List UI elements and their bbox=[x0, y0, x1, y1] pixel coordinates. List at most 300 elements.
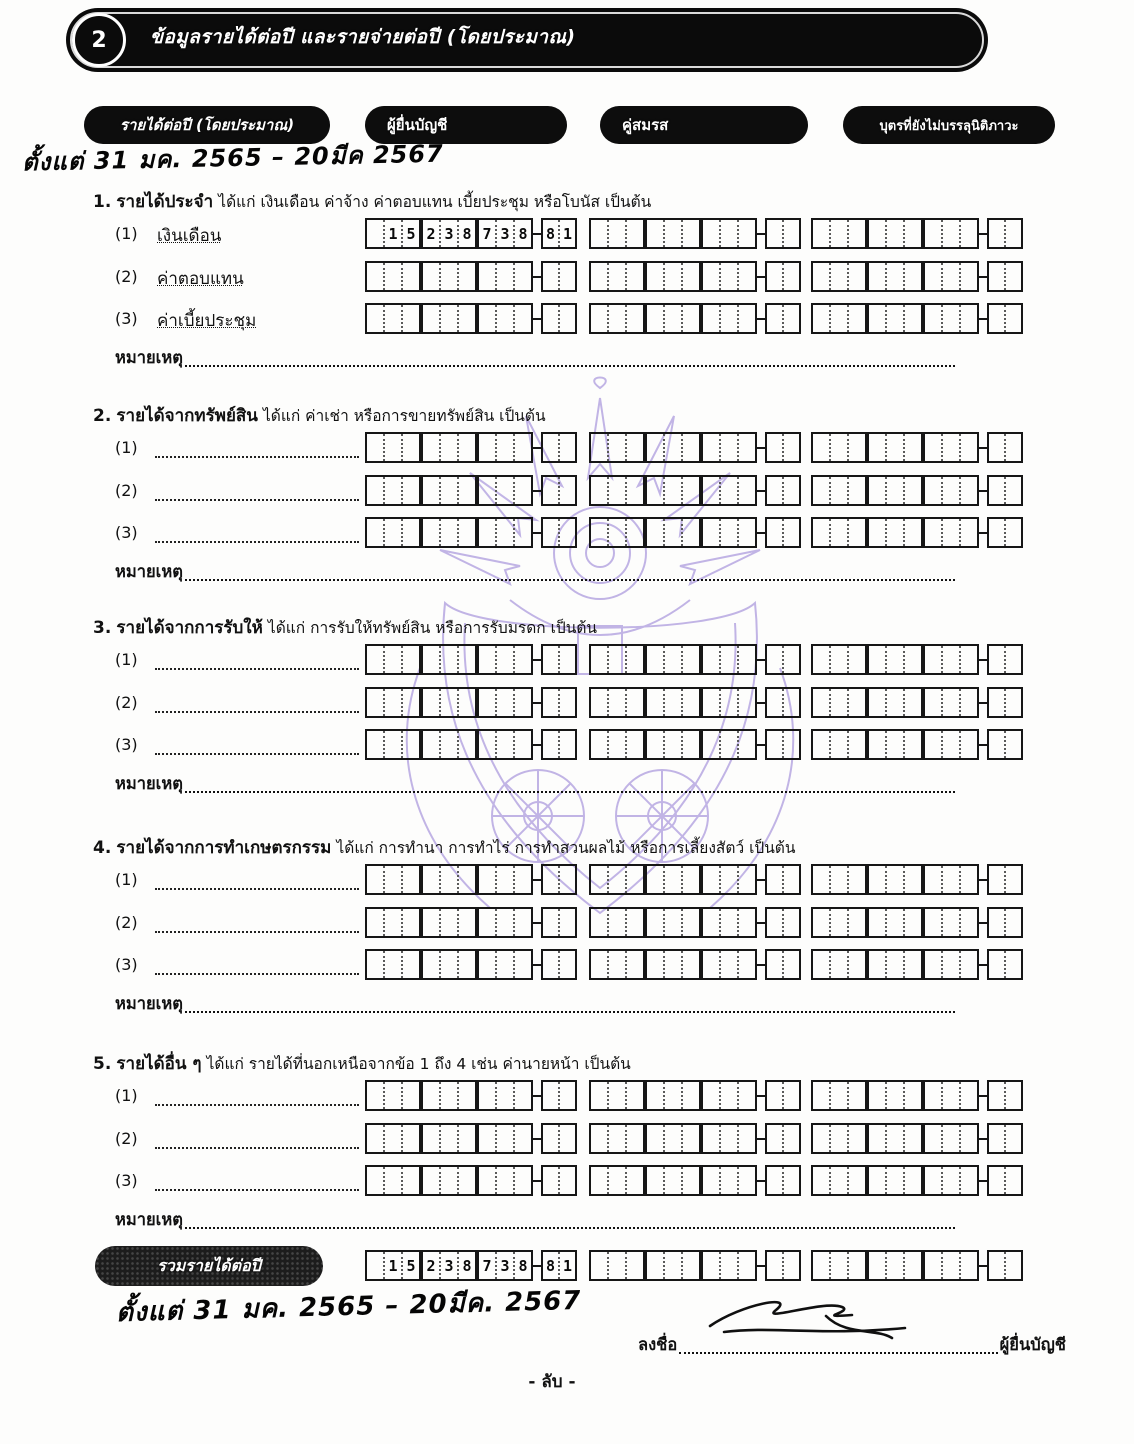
digit-cell bbox=[941, 305, 959, 332]
amount-box-group bbox=[811, 475, 1023, 506]
satang-cell: 8 bbox=[545, 1256, 556, 1275]
row-number: (3) bbox=[115, 735, 138, 754]
amount-box-row bbox=[365, 949, 1025, 985]
satang-box bbox=[541, 687, 577, 718]
digit-cell bbox=[737, 909, 755, 936]
satang-cell bbox=[1004, 434, 1021, 461]
digit-cell bbox=[423, 646, 439, 673]
row-fill-in-line bbox=[155, 1189, 359, 1191]
signature-role-label: ผู้ยื่นบัญชี bbox=[999, 1335, 1066, 1354]
digit-cell bbox=[885, 263, 903, 290]
amount-box-row bbox=[365, 432, 1025, 468]
satang-box bbox=[765, 1250, 801, 1281]
amount-box-group bbox=[365, 644, 577, 675]
digit-cell bbox=[869, 477, 885, 504]
digit-sub-box bbox=[589, 864, 645, 895]
digit-cell bbox=[903, 689, 921, 716]
digit-cell bbox=[703, 1082, 719, 1109]
digit-sub-box bbox=[867, 218, 923, 249]
digit-cell bbox=[663, 866, 681, 893]
digit-sub-box bbox=[923, 218, 979, 249]
satang-cell bbox=[767, 1252, 782, 1279]
satang-cell bbox=[782, 519, 799, 546]
digit-cell bbox=[479, 519, 495, 546]
digit-cell bbox=[813, 1082, 829, 1109]
digit-sub-box bbox=[645, 218, 701, 249]
digit-cell bbox=[941, 1125, 959, 1152]
connector-dash bbox=[757, 1095, 765, 1097]
digit-sub-box bbox=[923, 1250, 979, 1281]
digit-cell bbox=[885, 689, 903, 716]
form-row bbox=[93, 687, 1053, 723]
signature-label: ลงชื่อ bbox=[638, 1335, 678, 1354]
digit-sub-box bbox=[421, 644, 477, 675]
digit-cell bbox=[591, 1082, 607, 1109]
satang-cell bbox=[767, 646, 782, 673]
digit-cell bbox=[737, 1125, 755, 1152]
amount-box-group bbox=[589, 1123, 801, 1154]
section-heading bbox=[93, 188, 651, 215]
connector-dash bbox=[979, 532, 987, 534]
digit-sub-box bbox=[923, 475, 979, 506]
section-number: 2. bbox=[93, 406, 112, 426]
digit-cell: 1 bbox=[383, 220, 401, 247]
connector-dash bbox=[757, 964, 765, 966]
digit-sub-box bbox=[477, 303, 533, 334]
amount-box-group bbox=[811, 687, 1023, 718]
digit-cell bbox=[439, 1167, 457, 1194]
digit-sub-box bbox=[365, 729, 421, 760]
amount-box-group bbox=[365, 907, 577, 938]
income-section-2 bbox=[93, 402, 1073, 594]
digit-cell: 3 bbox=[439, 220, 457, 247]
form-row bbox=[93, 729, 1053, 765]
digit-sub-box bbox=[589, 907, 645, 938]
satang-cell bbox=[782, 263, 799, 290]
digit-cell bbox=[625, 477, 643, 504]
amount-box-row bbox=[365, 261, 1025, 297]
amount-box-group bbox=[811, 303, 1023, 334]
digit-cell bbox=[457, 689, 475, 716]
digit-cell bbox=[625, 951, 643, 978]
satang-box bbox=[765, 864, 801, 895]
satang-cell bbox=[782, 434, 799, 461]
digit-cell bbox=[703, 1167, 719, 1194]
satang-cell bbox=[558, 951, 575, 978]
digit-cell bbox=[383, 1082, 401, 1109]
digit-cell bbox=[513, 951, 531, 978]
satang-box bbox=[541, 729, 577, 760]
satang-cell bbox=[1004, 731, 1021, 758]
digit-cell bbox=[495, 519, 513, 546]
digit-cell bbox=[703, 519, 719, 546]
satang-box bbox=[541, 261, 577, 292]
row-fill-in-line bbox=[155, 931, 359, 933]
digit-cell bbox=[719, 1125, 737, 1152]
section-description: ได้แก่ รายได้ที่นอกเหนือจากข้อ 1 ถึง 4 เช่น ค่านายหน้า เป็นต้น bbox=[206, 1055, 631, 1073]
digit-sub-box bbox=[645, 517, 701, 548]
digit-sub-box bbox=[421, 1123, 477, 1154]
note-row bbox=[115, 991, 955, 1017]
digit-sub-box bbox=[811, 1123, 867, 1154]
digit-cell bbox=[423, 1082, 439, 1109]
digit-cell bbox=[479, 866, 495, 893]
digit-cell bbox=[737, 477, 755, 504]
digit-cell bbox=[439, 951, 457, 978]
digit-cell bbox=[439, 434, 457, 461]
satang-box bbox=[541, 907, 577, 938]
digit-cell bbox=[647, 1252, 663, 1279]
income-section-4 bbox=[93, 834, 1073, 1026]
digit-cell bbox=[703, 477, 719, 504]
form-row bbox=[93, 864, 1053, 900]
digit-cell bbox=[829, 689, 847, 716]
digit-cell bbox=[681, 263, 699, 290]
digit-sub-box bbox=[867, 303, 923, 334]
digit-cell bbox=[959, 731, 977, 758]
amount-box-row bbox=[365, 1165, 1025, 1201]
digit-cell bbox=[847, 305, 865, 332]
digit-cell bbox=[513, 1082, 531, 1109]
row-number: (2) bbox=[115, 913, 138, 932]
digit-cell bbox=[703, 434, 719, 461]
digit-cell bbox=[869, 909, 885, 936]
satang-box bbox=[987, 1165, 1023, 1196]
satang-cell bbox=[558, 909, 575, 936]
form-row bbox=[93, 475, 1053, 511]
digit-cell bbox=[647, 951, 663, 978]
digit-cell bbox=[457, 909, 475, 936]
satang-cell bbox=[989, 434, 1004, 461]
digit-cell bbox=[813, 519, 829, 546]
digit-cell bbox=[495, 866, 513, 893]
digit-cell bbox=[813, 951, 829, 978]
digit-cell bbox=[479, 263, 495, 290]
digit-cell bbox=[367, 263, 383, 290]
digit-sub-box bbox=[867, 949, 923, 980]
satang-cell bbox=[558, 477, 575, 504]
digit-cell bbox=[625, 434, 643, 461]
section-number: 5. bbox=[93, 1054, 112, 1074]
satang-cell bbox=[1004, 220, 1021, 247]
row-fill-in-line bbox=[155, 668, 359, 670]
form-row bbox=[93, 261, 1053, 297]
digit-cell bbox=[401, 519, 419, 546]
form-row bbox=[93, 644, 1053, 680]
row-fill-in-line bbox=[155, 456, 359, 458]
satang-cell: 1 bbox=[558, 1252, 575, 1279]
digit-cell bbox=[663, 220, 681, 247]
digit-cell bbox=[513, 866, 531, 893]
digit-cell bbox=[607, 305, 625, 332]
digit-sub-box bbox=[645, 907, 701, 938]
satang-cell bbox=[543, 909, 558, 936]
row-number: (2) bbox=[115, 481, 138, 500]
digit-cell bbox=[495, 1125, 513, 1152]
digit-cell bbox=[869, 220, 885, 247]
digit-cell bbox=[959, 1082, 977, 1109]
digit-cell bbox=[513, 689, 531, 716]
digit-cell bbox=[513, 477, 531, 504]
digit-cell bbox=[681, 689, 699, 716]
digit-cell bbox=[401, 646, 419, 673]
digit-cell bbox=[703, 1125, 719, 1152]
digit-cell bbox=[941, 689, 959, 716]
digit-cell bbox=[647, 305, 663, 332]
digit-cell bbox=[813, 477, 829, 504]
page-title: ข้อมูลรายได้ต่อปี และรายจ่ายต่อปี (โดยประมาณ) bbox=[150, 26, 576, 48]
amount-box-group bbox=[589, 644, 801, 675]
digit-sub-box bbox=[701, 864, 757, 895]
amount-box-group bbox=[365, 687, 577, 718]
satang-cell bbox=[782, 909, 799, 936]
satang-cell bbox=[1004, 1252, 1021, 1279]
amount-box-row bbox=[365, 475, 1025, 511]
digit-sub-box bbox=[867, 1250, 923, 1281]
digit-cell bbox=[903, 646, 921, 673]
digit-sub-box bbox=[923, 687, 979, 718]
note-row bbox=[115, 771, 955, 797]
digit-cell bbox=[847, 1167, 865, 1194]
satang-cell bbox=[989, 909, 1004, 936]
digit-cell bbox=[903, 519, 921, 546]
digit-cell bbox=[457, 951, 475, 978]
digit-cell bbox=[829, 519, 847, 546]
digit-cell bbox=[647, 646, 663, 673]
digit-cell bbox=[719, 951, 737, 978]
connector-dash bbox=[533, 964, 541, 966]
digit-cell bbox=[847, 731, 865, 758]
digit-cell bbox=[941, 909, 959, 936]
digit-sub-box bbox=[923, 517, 979, 548]
digit-cell bbox=[401, 434, 419, 461]
digit-cell bbox=[813, 731, 829, 758]
digit-sub-box bbox=[701, 303, 757, 334]
digit-cell bbox=[495, 909, 513, 936]
row-number: (3) bbox=[115, 309, 138, 328]
digit-cell bbox=[663, 1125, 681, 1152]
row-number: (1) bbox=[115, 224, 138, 243]
digit-cell bbox=[625, 909, 643, 936]
connector-dash bbox=[979, 318, 987, 320]
digit-cell bbox=[681, 434, 699, 461]
digit-cell bbox=[401, 866, 419, 893]
digit-cell bbox=[869, 866, 885, 893]
satang-cell bbox=[782, 305, 799, 332]
satang-box bbox=[987, 517, 1023, 548]
digit-cell bbox=[607, 263, 625, 290]
digit-sub-box bbox=[867, 475, 923, 506]
digit-cell bbox=[479, 1167, 495, 1194]
digit-cell bbox=[439, 305, 457, 332]
digit-sub-box bbox=[477, 729, 533, 760]
satang-cell bbox=[543, 951, 558, 978]
digit-cell bbox=[885, 220, 903, 247]
satang-cell bbox=[989, 689, 1004, 716]
satang-cell: 1 bbox=[558, 220, 575, 247]
satang-cell bbox=[767, 434, 782, 461]
digit-sub-box bbox=[811, 218, 867, 249]
digit-cell bbox=[591, 519, 607, 546]
amount-box-group bbox=[365, 1080, 577, 1111]
note-label: หมายเหตุ bbox=[115, 994, 183, 1013]
digit-sub-box bbox=[811, 1080, 867, 1111]
confidential-marking: - ลับ - bbox=[528, 1372, 576, 1392]
digit-cell bbox=[847, 519, 865, 546]
note-row bbox=[115, 1207, 955, 1233]
digit-cell bbox=[383, 951, 401, 978]
amount-box-group bbox=[811, 1165, 1023, 1196]
digit-cell bbox=[681, 1167, 699, 1194]
digit-cell bbox=[591, 866, 607, 893]
satang-cell bbox=[543, 263, 558, 290]
digit-cell bbox=[703, 866, 719, 893]
digit-cell bbox=[457, 263, 475, 290]
digit-cell bbox=[423, 263, 439, 290]
digit-cell bbox=[681, 1125, 699, 1152]
digit-cell bbox=[681, 951, 699, 978]
connector-dash bbox=[757, 233, 765, 235]
satang-box bbox=[541, 1165, 577, 1196]
digit-cell bbox=[513, 646, 531, 673]
amount-box-group bbox=[811, 261, 1023, 292]
handwritten-period-note-top: ตั้งแต่ 31 มค. 2565 – 20มีค 2567 bbox=[21, 139, 445, 177]
digit-cell bbox=[663, 305, 681, 332]
digit-cell bbox=[885, 1082, 903, 1109]
digit-cell bbox=[607, 1252, 625, 1279]
digit-cell bbox=[663, 646, 681, 673]
note-dotted-line bbox=[185, 579, 955, 581]
digit-cell bbox=[703, 731, 719, 758]
digit-sub-box bbox=[867, 864, 923, 895]
satang-cell bbox=[989, 305, 1004, 332]
digit-sub-box bbox=[645, 1250, 701, 1281]
digit-sub-box bbox=[701, 1165, 757, 1196]
digit-cell bbox=[591, 220, 607, 247]
amount-box-group bbox=[365, 1123, 577, 1154]
digit-cell: 2 bbox=[426, 224, 436, 243]
digit-cell bbox=[941, 1252, 959, 1279]
satang-box bbox=[541, 218, 577, 249]
digit-cell bbox=[737, 866, 755, 893]
connector-dash bbox=[757, 922, 765, 924]
satang-box bbox=[765, 949, 801, 980]
row-fill-in-line bbox=[155, 1147, 359, 1149]
digit-cell bbox=[439, 477, 457, 504]
digit-cell bbox=[367, 1125, 383, 1152]
connector-dash bbox=[533, 318, 541, 320]
digit-cell bbox=[607, 689, 625, 716]
note-label: หมายเหตุ bbox=[115, 562, 183, 581]
digit-cell bbox=[869, 305, 885, 332]
digit-cell bbox=[959, 689, 977, 716]
digit-cell bbox=[703, 305, 719, 332]
digit-cell bbox=[479, 1125, 495, 1152]
digit-sub-box bbox=[365, 687, 421, 718]
note-label: หมายเหตุ bbox=[115, 348, 183, 367]
digit-cell bbox=[513, 263, 531, 290]
digit-cell bbox=[719, 866, 737, 893]
digit-cell bbox=[423, 477, 439, 504]
digit-sub-box bbox=[923, 644, 979, 675]
connector-dash bbox=[979, 879, 987, 881]
signature-image bbox=[700, 1288, 930, 1348]
connector-dash bbox=[533, 233, 541, 235]
digit-cell bbox=[663, 909, 681, 936]
connector-dash bbox=[533, 659, 541, 661]
digit-cell bbox=[847, 646, 865, 673]
digit-cell bbox=[681, 220, 699, 247]
amount-box-group bbox=[811, 864, 1023, 895]
satang-cell bbox=[1004, 1082, 1021, 1109]
digit-cell bbox=[607, 519, 625, 546]
satang-box bbox=[541, 864, 577, 895]
satang-cell bbox=[782, 220, 799, 247]
amount-box-group bbox=[589, 475, 801, 506]
digit-sub-box bbox=[477, 949, 533, 980]
digit-cell bbox=[829, 1252, 847, 1279]
satang-cell bbox=[543, 477, 558, 504]
digit-cell: 3 bbox=[495, 220, 513, 247]
row-fill-in-line bbox=[155, 1104, 359, 1106]
digit-sub-box bbox=[365, 303, 421, 334]
satang-cell bbox=[558, 646, 575, 673]
digit-cell bbox=[495, 689, 513, 716]
amount-box-group bbox=[811, 907, 1023, 938]
digit-sub-box bbox=[477, 687, 533, 718]
digit-cell bbox=[401, 731, 419, 758]
satang-box bbox=[987, 303, 1023, 334]
digit-cell bbox=[401, 1167, 419, 1194]
digit-cell bbox=[737, 689, 755, 716]
digit-cell bbox=[869, 263, 885, 290]
satang-box bbox=[541, 1080, 577, 1111]
digit-cell bbox=[813, 646, 829, 673]
digit-sub-box bbox=[923, 261, 979, 292]
digit-sub-box bbox=[589, 1123, 645, 1154]
digit-cell bbox=[591, 1167, 607, 1194]
digit-sub-box bbox=[365, 218, 421, 249]
satang-cell bbox=[782, 866, 799, 893]
digit-cell bbox=[719, 263, 737, 290]
amount-box-group bbox=[811, 949, 1023, 980]
amount-box-group bbox=[811, 644, 1023, 675]
section-heading bbox=[93, 834, 795, 861]
amount-box-group bbox=[589, 303, 801, 334]
connector-dash bbox=[533, 744, 541, 746]
digit-cell bbox=[847, 951, 865, 978]
digit-cell bbox=[681, 909, 699, 936]
digit-cell bbox=[719, 220, 737, 247]
satang-box bbox=[765, 303, 801, 334]
digit-cell: 5 bbox=[401, 1252, 419, 1279]
satang-cell bbox=[767, 909, 782, 936]
satang-cell bbox=[989, 263, 1004, 290]
digit-cell bbox=[367, 689, 383, 716]
satang-box bbox=[765, 1123, 801, 1154]
row-number: (1) bbox=[115, 438, 138, 457]
digit-cell bbox=[681, 1252, 699, 1279]
digit-cell bbox=[829, 646, 847, 673]
digit-cell bbox=[869, 646, 885, 673]
digit-sub-box bbox=[589, 687, 645, 718]
digit-cell bbox=[457, 1082, 475, 1109]
section-heading bbox=[93, 402, 546, 429]
connector-dash bbox=[533, 879, 541, 881]
satang-box bbox=[765, 907, 801, 938]
satang-cell bbox=[767, 1125, 782, 1152]
connector-dash bbox=[533, 1138, 541, 1140]
